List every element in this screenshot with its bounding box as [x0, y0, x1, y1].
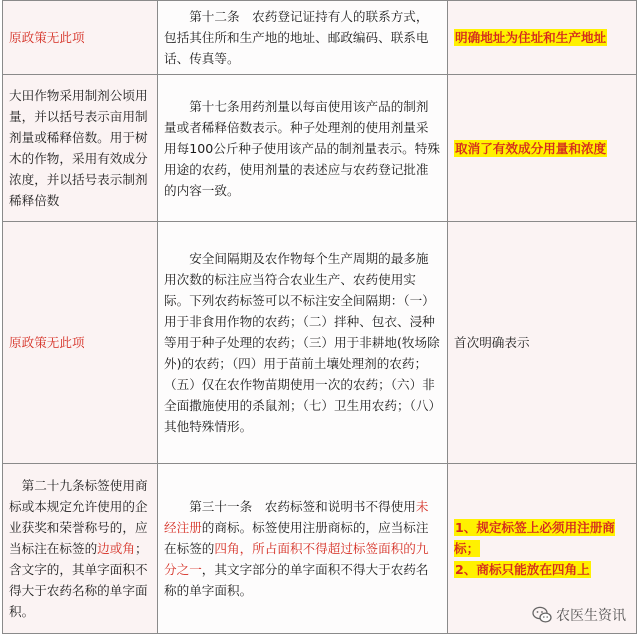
- old-policy-text: ；含文字的，其单字面积不得大于农药名称的单字面积。: [9, 541, 148, 619]
- new-policy-text: 第十七条用药剂量以每亩使用该产品的制剂量或者稀释倍数表示。种子处理剂的使用剂量采用每100公斤种子使用该产品的制剂量表示。特殊用途的农药，使用剂量的表述应与农药登记批准的内容一致。: [164, 98, 440, 198]
- watermark-text: 农医生资讯: [556, 608, 626, 624]
- new-policy-text: 第三十一条 农药标签和说明书不得使用: [189, 499, 416, 514]
- table-row: [3, 222, 637, 464]
- new-policy-text: 安全间隔期及农作物每个生产周期的最多施用次数的标注应当符合农业生产、农药使用实际。下列农药标签可以不标注安全间隔期：（一）用于非食用作物的农药；（二）拌种、包衣、浸种等用于种子处理的农药；（三）用于非耕地(牧场除外)的农药；（四）用于苗前土壤处理剂的农药；（五）仅在农作物苗期使用一次的农药；（六）非全面撒施使用的杀鼠剂；（七）卫生用农药；（八）其他特殊情形。: [164, 251, 440, 434]
- old-policy-text: 第二十九条标签使用商标或本规定允许使用的企业获奖和荣誉称号的，应当标注在标签的: [9, 478, 148, 556]
- wechat-icon: [532, 606, 552, 624]
- old-policy-emphasis: 边或角: [97, 541, 135, 556]
- table-row: [3, 75, 637, 222]
- new-policy-cell: [158, 222, 448, 464]
- watermark: [532, 605, 626, 625]
- old-policy-cell: 原政策无此项: [3, 222, 158, 464]
- change-note-cell: [448, 1, 637, 75]
- new-policy-emphasis: 未经注册: [164, 499, 429, 535]
- table-row: [3, 1, 637, 75]
- new-policy-text: ，其文字部分的单字面积不得大于农药名称的单字面积。: [164, 562, 429, 598]
- change-note-cell: [448, 75, 637, 222]
- old-policy-cell: [3, 464, 158, 634]
- new-policy-cell: [158, 75, 448, 222]
- change-note-highlight: 明确地址为住址和生产地址: [455, 30, 607, 45]
- new-policy-text: 第十二条 农药登记证持有人的联系方式，包括其住所和生产地的地址、邮政编码、联系电话、传真等。: [164, 9, 429, 66]
- new-policy-cell: [158, 464, 448, 634]
- old-policy-cell: 大田作物采用制剂公顷用量，并以括号表示亩用制剂量或稀释倍数。用于树木的作物，采用有效成分浓度，并以括号表示制剂稀释倍数: [3, 75, 158, 222]
- new-policy-emphasis: ，所占面积不得超过标签面积的九分之一: [164, 541, 429, 577]
- change-note-highlight: 1、规定标签上必须用注册商标；: [454, 520, 615, 556]
- change-note-highlight: 取消了有效成分用量和浓度: [455, 140, 607, 156]
- new-policy-text: 的商标。标签使用注册商标的，应当标注在标签的: [164, 520, 429, 556]
- change-note-highlight: 2、商标只能放在四角上: [455, 562, 590, 577]
- policy-comparison-table: [2, 0, 637, 634]
- new-policy-cell: [158, 1, 448, 75]
- change-note-cell: 首次明确表示: [448, 222, 637, 464]
- old-policy-cell: 原政策无此项: [3, 1, 158, 75]
- new-policy-emphasis: 四角: [214, 541, 240, 556]
